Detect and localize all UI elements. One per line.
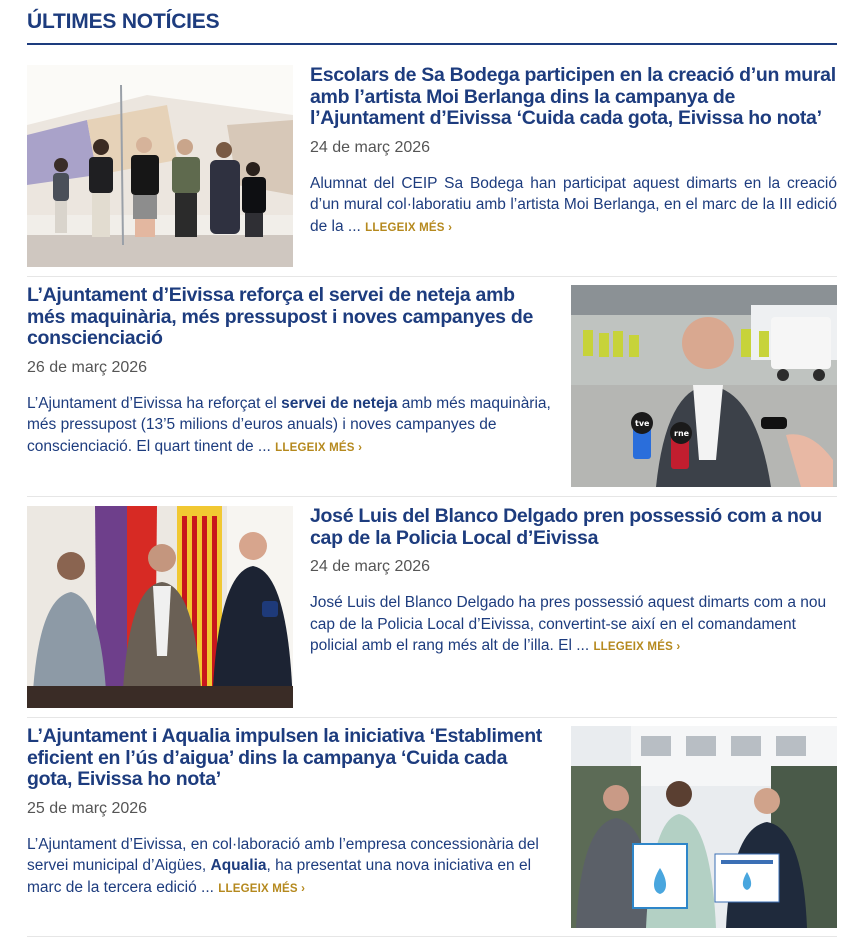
- news-thumbnail[interactable]: [27, 65, 293, 267]
- news-date: 25 de març 2026: [27, 799, 148, 817]
- news-thumbnail[interactable]: [571, 285, 837, 487]
- excerpt-text: José Luis del Blanco Delgado ha pres possessió aquest dimarts com a nou cap de la Policia Local d’Eivissa, convertint-se així en el comandament policial amb el rang més alt de l’illa. El ...: [310, 594, 827, 654]
- news-item: [27, 285, 837, 488]
- read-more-link[interactable]: LLEGEIX MÉS ›: [593, 641, 681, 653]
- excerpt-text-pre: L’Ajuntament d’Eivissa ha reforçat el: [27, 394, 282, 412]
- excerpt-text-pre: L’Ajuntament d’Eivissa, en col·laboració amb l’empresa concessionària del servei municipal d’Aigües,: [27, 835, 539, 874]
- news-date: 24 de març 2026: [310, 558, 431, 575]
- news-date: 24 de març 2026: [310, 138, 431, 156]
- read-more-link[interactable]: LLEGEIX MÉS ›: [275, 441, 363, 454]
- news-text: [27, 285, 554, 459]
- read-more-link[interactable]: LLEGEIX MÉS ›: [365, 221, 453, 234]
- news-thumbnail[interactable]: [27, 506, 293, 708]
- excerpt-text: Alumnat del CEIP Sa Bodega han participat aquest dimarts en la creació d’un mural col·laboratiu amb l’artista Moi Berlanga, en el marc de la III edició de la ...: [310, 174, 837, 235]
- item-divider: [27, 496, 837, 497]
- news-date: 26 de març 2026: [27, 358, 148, 376]
- read-more-link[interactable]: LLEGEIX MÉS ›: [218, 882, 306, 895]
- news-title[interactable]: L’Ajuntament i Aqualia impulsen la iniciativa ‘Establiment eficient en l’ús d’aigua’ dins la campanya ‘Cuida cada gota, Eivissa ho nota’: [27, 725, 542, 790]
- news-excerpt: [310, 173, 837, 240]
- excerpt-bold: servei de neteja: [281, 394, 398, 412]
- news-title[interactable]: L’Ajuntament d’Eivissa reforça el servei de neteja amb més maquinària, més pressupost i noves campanyes de conscienciació: [27, 284, 534, 349]
- mural-photo: [27, 65, 293, 267]
- news-text: [27, 726, 554, 900]
- news-item: [27, 65, 837, 268]
- item-divider: [27, 276, 837, 277]
- aqualia-photo: [571, 726, 837, 928]
- news-title[interactable]: José Luis del Blanco Delgado pren possessió com a nou cap de la Policia Local d’Eivissa: [310, 505, 822, 549]
- news-item: [27, 726, 837, 929]
- news-excerpt: [310, 592, 837, 659]
- section-divider: [27, 43, 837, 45]
- news-text: [310, 65, 837, 239]
- item-divider: [27, 717, 837, 718]
- news-title[interactable]: Escolars de Sa Bodega participen en la creació d’un mural amb l’artista Moi Berlanga dins la campanya de l’Ajuntament d’Eivissa ‘Cuida cada gota, Eivissa ho nota’: [310, 64, 836, 129]
- mic-label-tve: tve: [635, 419, 650, 428]
- cleaning-service-photo: [571, 285, 837, 487]
- section-title: ÚLTIMES NOTÍCIES: [27, 10, 220, 33]
- news-excerpt: [27, 393, 554, 460]
- excerpt-text-post: , ha presentat una nova iniciativa en el marc de la tercera edició ...: [27, 857, 532, 896]
- excerpt-text-post: amb més maquinària, més pressupost (13’5 milions d’euros anuals) i noves campanyes de conscienciació. El quart tinent de ...: [27, 394, 551, 455]
- news-thumbnail[interactable]: [571, 726, 837, 928]
- news-text: [310, 506, 837, 659]
- police-chief-photo: [27, 506, 293, 708]
- mic-label-rne: rne: [674, 429, 690, 438]
- news-item: [27, 506, 837, 709]
- excerpt-bold: Aqualia: [210, 857, 267, 874]
- news-excerpt: [27, 834, 554, 901]
